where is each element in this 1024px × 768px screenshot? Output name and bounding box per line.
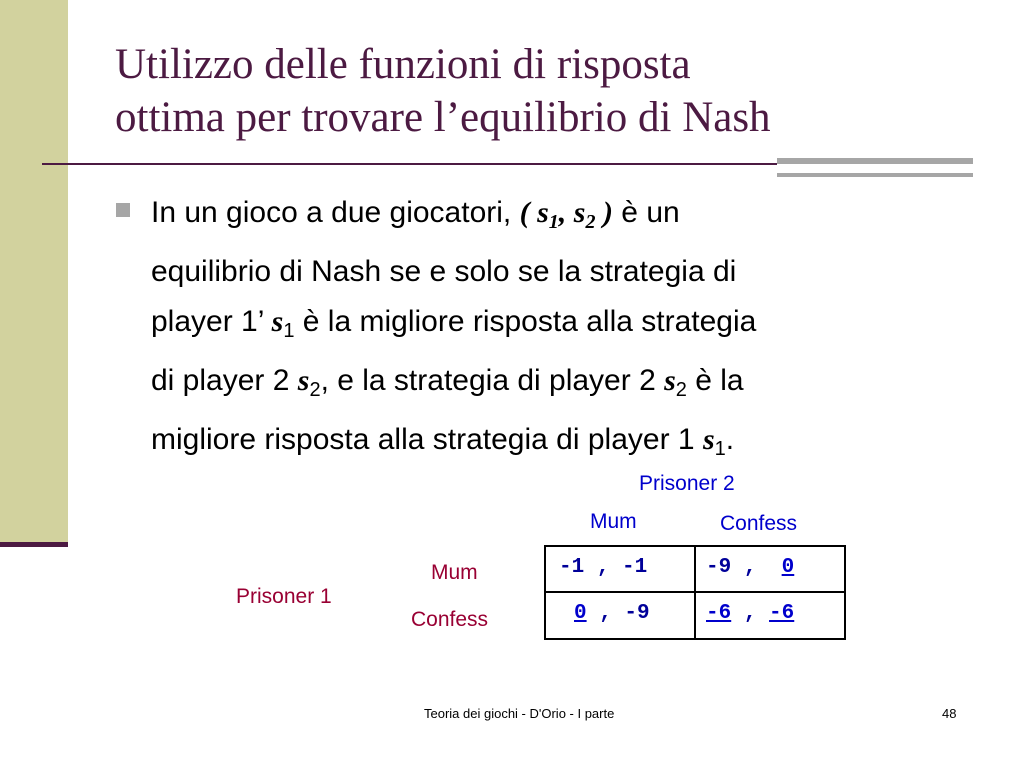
payoff-cell-mum-mum: -1 , -1: [559, 556, 648, 579]
bullet-line-2: equilibrio di Nash se e solo se la strategia di: [151, 255, 737, 288]
bullet-line-5: migliore risposta alla strategia di player 1 $s_1$.: [151, 423, 735, 460]
title-accent-bar-top: [777, 158, 973, 164]
bullet-line-3: player 1’ $s_1$ è la migliore risposta alla strategia: [151, 305, 757, 342]
player2-label: Prisoner 2: [639, 472, 735, 495]
payoff-cell-confess-mum: 0 , -9: [574, 602, 650, 625]
bullet-line-4: di player 2 $s_2$, e la strategia di player 2 $s_2$ è la: [151, 364, 744, 401]
side-decoration-band: [0, 0, 68, 547]
payoff-cell-mum-confess: -9 , 0: [706, 556, 795, 579]
slide-title: [115, 38, 771, 144]
title-underline: [42, 163, 777, 165]
footer-text: Teoria dei giochi - D'Orio - I parte: [424, 706, 615, 721]
column-header-mum: Mum: [590, 510, 637, 533]
matrix-horizontal-divider: [544, 591, 846, 593]
side-band-bottom-line: [0, 542, 68, 547]
title-line-1: Utilizzo delle funzioni di risposta: [115, 41, 691, 88]
title-line-2: ottima per trovare l’equilibrio di Nash: [115, 94, 771, 141]
column-header-confess: Confess: [720, 512, 798, 535]
row-header-confess: Confess: [411, 608, 489, 631]
title-accent-bar-bottom: [777, 173, 973, 177]
bullet-square-icon: [116, 203, 130, 217]
bullet-paragraph: [151, 188, 981, 474]
bullet-line-1: In un gioco a due giocatori, ( $s_1$, $s_2$ ) è un: [151, 196, 680, 233]
player1-label: Prisoner 1: [236, 585, 332, 608]
row-header-mum: Mum: [431, 561, 478, 584]
page-number: 48: [942, 706, 957, 721]
payoff-cell-confess-confess: -6 , -6: [706, 602, 795, 625]
